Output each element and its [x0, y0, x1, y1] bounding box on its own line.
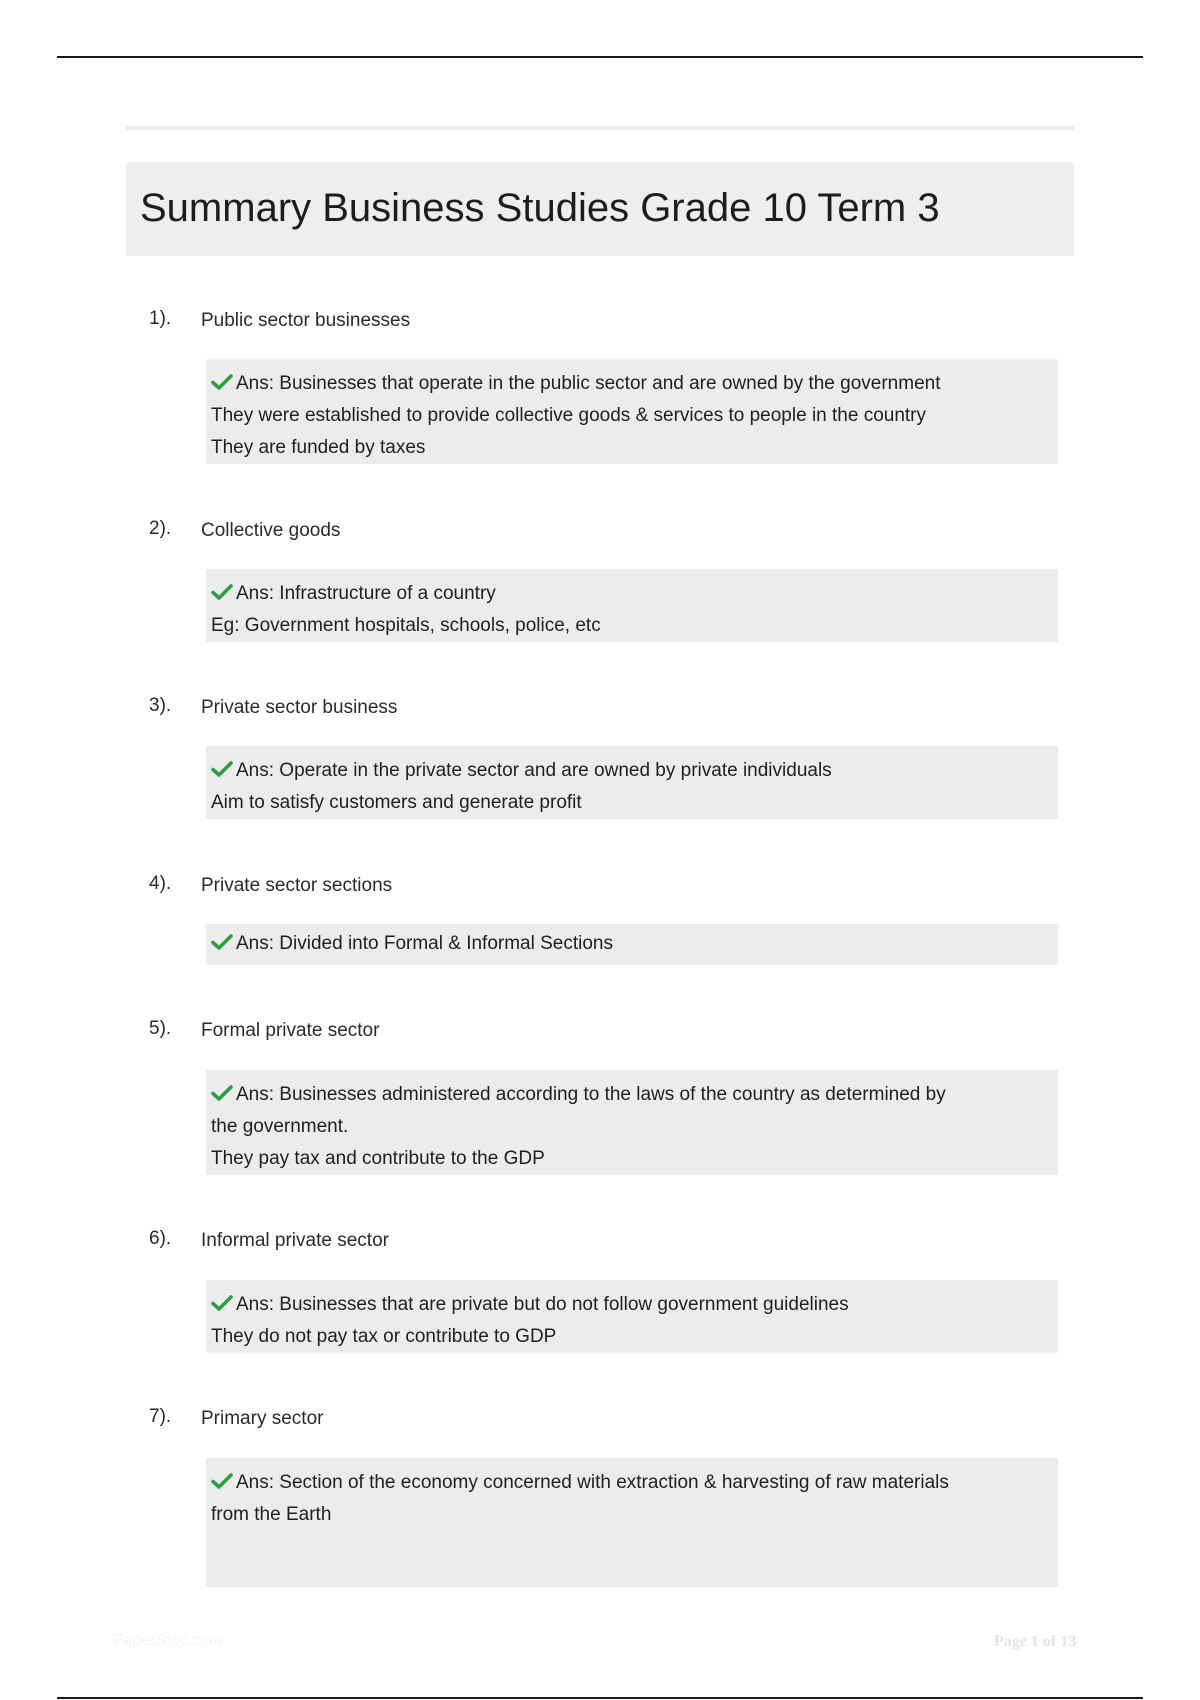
question-number: 5). [149, 1018, 172, 1039]
question-text: Informal private sector [201, 1230, 389, 1251]
page-number: Page 1 of 13 [994, 1633, 1077, 1650]
answer-box [206, 359, 1058, 464]
question-text: Formal private sector [201, 1020, 380, 1041]
answer-box [206, 1280, 1058, 1353]
answer-line: They do not pay tax or contribute to GDP [211, 1326, 557, 1347]
answer-line [211, 1079, 1044, 1111]
question-number: 6). [149, 1228, 172, 1249]
title-banner [126, 162, 1074, 256]
answer-text: Ans: Businesses that are private but do not follow government guidelines [236, 1294, 849, 1315]
answer-line: Aim to satisfy customers and generate profit [211, 792, 582, 813]
answer-line [211, 1289, 1044, 1321]
check-icon [211, 933, 233, 951]
answer-line: They pay tax and contribute to the GDP [211, 1148, 545, 1169]
answer-box [206, 1458, 1058, 1587]
answer-box [206, 924, 1058, 965]
answer-text: Ans: Section of the economy concerned with extraction & harvesting of raw materials [236, 1472, 949, 1493]
question-text: Primary sector [201, 1408, 324, 1429]
question-text: Private sector sections [201, 875, 393, 896]
question-text: Collective goods [201, 520, 341, 541]
answer-line [211, 1467, 1044, 1499]
answer-box [206, 1070, 1058, 1175]
answer-text: Ans: Operate in the private sector and are owned by private individuals [236, 760, 832, 781]
header-divider [126, 126, 1074, 130]
top-rule [57, 56, 1143, 58]
answer-line: from the Earth [211, 1504, 332, 1525]
bottom-rule [57, 1697, 1143, 1699]
question-number: 7). [149, 1406, 172, 1427]
answer-line: They were established to provide collective goods & services to people in the country [211, 405, 927, 426]
answer-line [211, 368, 1044, 400]
question-number: 2). [149, 518, 172, 539]
answer-text: Ans: Businesses that operate in the public sector and are owned by the government [236, 373, 941, 394]
answer-line: Eg: Government hospitals, schools, police, etc [211, 615, 601, 636]
footer-watermark: PaperStoc.com [113, 1632, 223, 1649]
check-icon [211, 1084, 233, 1102]
answer-line [211, 928, 1044, 960]
check-icon [211, 1294, 233, 1312]
question-number: 1). [149, 308, 172, 329]
question-number: 4). [149, 873, 172, 894]
answer-line [211, 755, 1044, 787]
answer-text: Ans: Divided into Formal & Informal Sections [236, 933, 613, 954]
question-number: 3). [149, 695, 172, 716]
check-icon [211, 583, 233, 601]
question-text: Public sector businesses [201, 310, 411, 331]
answer-box [206, 746, 1058, 819]
check-icon [211, 373, 233, 391]
check-icon [211, 760, 233, 778]
page-title: Summary Business Studies Grade 10 Term 3 [140, 186, 940, 230]
question-text: Private sector business [201, 697, 398, 718]
answer-line: They are funded by taxes [211, 437, 426, 458]
answer-line: the government. [211, 1116, 349, 1137]
answer-text: Ans: Infrastructure of a country [236, 583, 496, 604]
answer-text: Ans: Businesses administered according to the laws of the country as determined by [236, 1084, 946, 1105]
answer-line [211, 578, 1044, 610]
answer-box [206, 569, 1058, 642]
check-icon [211, 1472, 233, 1490]
